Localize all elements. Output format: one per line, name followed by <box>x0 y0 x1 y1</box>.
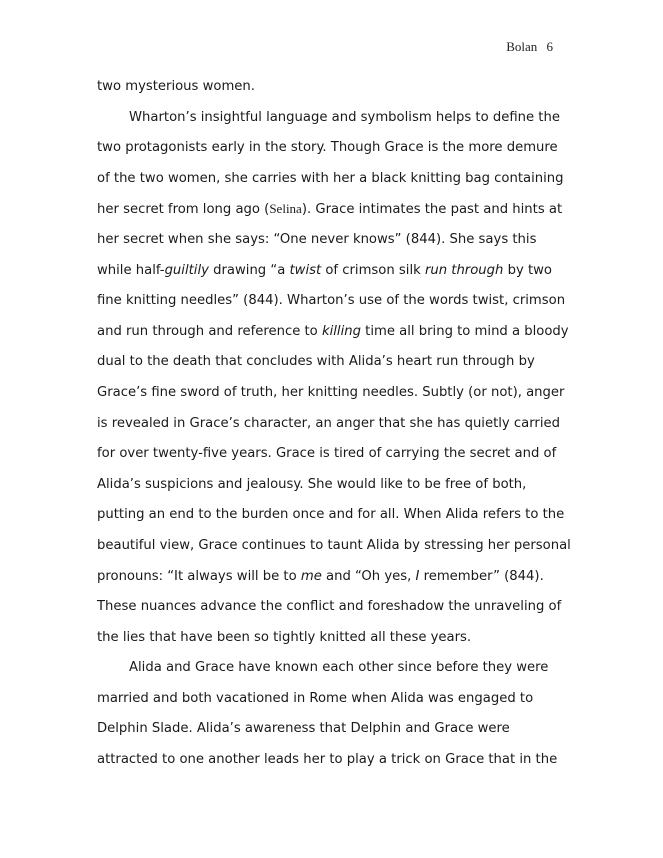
text-span: fine knitting needles” (844). Wharton’s use of the words twist, crimson <box>97 293 566 309</box>
text-span: two mysterious women. <box>97 79 255 94</box>
text-line <box>97 164 577 195</box>
text-line <box>97 562 577 593</box>
body-text <box>97 72 577 776</box>
text-span: These nuances advance the conflict and foreshadow the unraveling of <box>97 599 562 615</box>
text-span: is revealed in Grace’s character, an anger that she has quietly carried <box>97 415 561 431</box>
text-span: while half- <box>97 262 165 278</box>
text-span: her secret when she says: “One never knows” (844). She says this <box>97 231 537 247</box>
text-line <box>97 684 577 715</box>
text-line <box>97 592 577 623</box>
text-line <box>97 225 577 256</box>
text-span: for over twenty-five years. Grace is tired of carrying the secret and of <box>97 446 557 462</box>
text-span: of crimson silk <box>321 262 425 278</box>
text-span: Delphin Slade. Alida’s awareness that Delphin and Grace were <box>97 721 510 737</box>
text-span: dual to the death that concludes with Alida’s heart run through by <box>97 354 535 370</box>
text-line <box>97 500 577 531</box>
text-line <box>97 317 577 348</box>
text-span: beautiful view, Grace continues to taunt Alida by stressing her personal <box>97 537 571 553</box>
text-span: the lies that have been so tightly knitted all these years. <box>97 629 472 645</box>
text-line <box>97 470 577 501</box>
text-line <box>97 439 577 470</box>
text-span: and run through and reference to <box>97 323 322 339</box>
text-line <box>97 714 577 745</box>
text-span: two protagonists early in the story. Though Grace is the more demure <box>97 140 558 156</box>
text-line <box>97 256 577 287</box>
italic-text: run through <box>424 262 504 278</box>
header-page-number: 6 <box>546 39 553 54</box>
text-span: pronouns: “It always will be to <box>97 568 301 584</box>
text-span: time all bring to mind a bloody <box>360 323 569 339</box>
text-span: attracted to one another leads her to play a trick on Grace that in the <box>97 752 558 768</box>
text-span: drawing “a <box>208 262 290 278</box>
text-line <box>97 194 577 225</box>
italic-text: twist <box>289 262 322 278</box>
text-span: and “Oh yes, <box>321 568 416 584</box>
text-line <box>97 286 577 317</box>
text-span: by two <box>503 262 552 278</box>
text-span: Grace’s fine sword of truth, her knitting needles. Subtly (or not), anger <box>97 384 565 400</box>
text-line <box>97 103 577 134</box>
italic-text: killing <box>321 323 361 339</box>
text-line <box>97 133 577 164</box>
text-span: remember” (844). <box>419 568 544 584</box>
text-line <box>97 72 577 103</box>
text-line <box>97 623 577 654</box>
text-line <box>97 409 577 440</box>
text-span: ). Grace intimates the past and hints at <box>301 202 563 218</box>
text-span: Alida and Grace have known each other since before they were <box>129 660 549 676</box>
text-line <box>97 745 577 776</box>
text-span: Selina <box>269 201 302 217</box>
text-span: of the two women, she carries with her a black knitting bag containing <box>97 170 564 186</box>
text-span: Alida’s suspicions and jealousy. She would like to be free of both, <box>97 476 527 492</box>
text-line <box>97 653 577 684</box>
italic-text: guiltily <box>164 262 209 278</box>
text-line <box>97 531 577 562</box>
text-span: married and both vacationed in Rome when Alida was engaged to <box>97 690 534 706</box>
text-span: her secret from long ago ( <box>97 202 270 218</box>
italic-text: me <box>300 568 322 584</box>
text-span: putting an end to the burden once and for all. When Alida refers to the <box>97 507 565 523</box>
text-span: Wharton’s insightful language and symbolism helps to define the <box>129 109 560 125</box>
italic-text: I <box>415 568 420 584</box>
text-line <box>97 347 577 378</box>
text-line <box>97 378 577 409</box>
running-header <box>506 39 553 55</box>
header-author: Bolan <box>506 39 538 54</box>
